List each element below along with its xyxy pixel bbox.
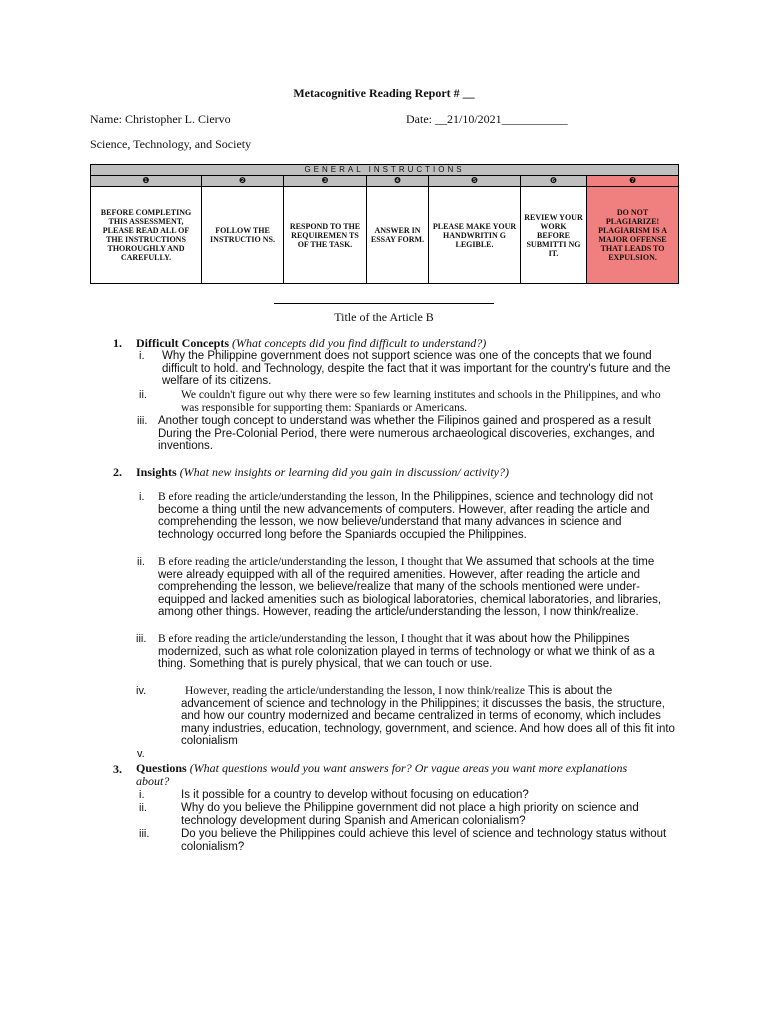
item-roman: i. (139, 789, 145, 801)
instruction-number: ❶ (91, 176, 202, 187)
item-roman: ii. (139, 389, 147, 401)
item-roman: iii. (137, 415, 148, 427)
instruction-number: ❸ (284, 176, 367, 187)
item-roman: i. (139, 491, 145, 503)
item-text: Do you believe the Philippines could achieve this level of science and technology status without colonialism? (181, 828, 667, 853)
instruction-cell-warning: DO NOT PLAGIARIZE! PLAGIARISM IS A MAJOR OFFENSE THAT LEADS TO EXPULSION. (587, 187, 679, 284)
item-roman: i. (139, 350, 145, 362)
instruction-number: ❻ (521, 176, 587, 187)
instruction-cell: RESPOND TO THE REQUIREMEN TS OF THE TASK. (284, 187, 367, 284)
item-lead: B efore reading the article/understanding the lesson, I thought that (158, 556, 463, 568)
report-title: Metacognitive Reading Report # __ (293, 86, 475, 100)
instruction-cell: BEFORE COMPLETING THIS ASSESSMENT, PLEASE READ ALL OF THE INSTRUCTIONS THOROUGHLY AND CAREFULLY. (91, 187, 202, 284)
item-text: This is about the advancement of science and technology in the Philippines; it discusses the basis, the structure, and how our country modernized and became centralized in terms of economy, which includes many industries, education, technology, government, and science. And how does all of this fit into colonialism (181, 685, 675, 747)
item-text: Is it possible for a country to develop without focusing on education? (181, 789, 529, 801)
item-paragraph (181, 685, 681, 748)
item-roman: iii. (136, 633, 147, 645)
item-roman: ii. (137, 556, 145, 568)
item-paragraph (158, 633, 678, 671)
instruction-cell: FOLLOW THE INSTRUCTIO NS. (202, 187, 284, 284)
item-text: Why do you believe the Philippine government did not place a high priority on science and technology development during Spanish and American colonialism? (181, 802, 639, 827)
section-number: 1. (113, 336, 122, 350)
section-prompt: (What new insights or learning did you gain in discussion/ activity?) (179, 465, 509, 479)
item-text: We assumed that schools at the time were already equipped with all of the required amenities. However, after reading the article and comprehending the lesson, we believe/realize that many of the schools mentioned were under-equipped and lacked amenities such as biological laboratories, chemical laboratories, and libraries, among other things. However, reading the article/understanding the lesson, I now think/realize. (158, 556, 662, 618)
section-heading (136, 762, 656, 787)
item-roman: ii. (139, 802, 147, 814)
section-heading (136, 465, 509, 480)
item-lead: B efore reading the article/understanding the lesson, I thought that (158, 633, 463, 645)
section-number: 3. (113, 762, 122, 776)
section-title: Difficult Concepts (136, 336, 229, 350)
report-date: Date: __21/10/2021___________ (406, 112, 568, 126)
article-title: Title of the Article B (334, 310, 434, 324)
item-text: Another tough concept to understand was whether the Filipinos gained and prospered as a result During the Pre-Colonial Period, there were numerous archaeological discoveries, exchanges, and inventions. (158, 415, 655, 452)
subject-name: Science, Technology, and Society (90, 137, 252, 151)
article-title-underline (274, 303, 494, 304)
item-text: Why the Philippine government does not support science was one of the concepts that we found difficult to hold. and Technology, despite the fact that it was important for the country's future and the welfare of its citizens. (162, 350, 671, 387)
general-instructions-table (90, 164, 679, 284)
item-roman: iii. (139, 828, 150, 840)
item-lead: However, reading the article/understanding the lesson, I now think/realize (185, 685, 525, 697)
instruction-number: ❺ (429, 176, 521, 187)
section-title: Insights (136, 465, 177, 479)
section-title: Questions (136, 761, 187, 775)
item-paragraph (158, 491, 678, 541)
instruction-number: ❼ (587, 176, 679, 187)
item-text: We couldn't figure out why there were so few learning institutes and schools in the Philippines, and who was responsible for supporting them: Spaniards or Americans. (181, 389, 661, 414)
instructions-heading: GENERAL INSTRUCTIONS (91, 165, 679, 176)
item-roman: iv. (136, 685, 147, 697)
item-lead: B efore reading the article/understanding the lesson, (158, 491, 398, 503)
instruction-cell: REVIEW YOUR WORK BEFORE SUBMITTI NG IT. (521, 187, 587, 284)
instruction-cell: ANSWER IN ESSAY FORM. (367, 187, 429, 284)
item-roman: v. (137, 748, 145, 760)
section-heading (136, 336, 486, 351)
section-prompt: (What questions would you want answers for? Or vague areas you want more explanations about? (136, 761, 628, 788)
instruction-cell: PLEASE MAKE YOUR HANDWRITIN G LEGIBLE. (429, 187, 521, 284)
section-number: 2. (113, 465, 122, 479)
instruction-number: ❷ (202, 176, 284, 187)
section-prompt: (What concepts did you find difficult to understand?) (232, 336, 487, 350)
instruction-number: ❹ (367, 176, 429, 187)
student-name: Name: Christopher L. Ciervo (90, 112, 231, 126)
item-text: In the Philippines, science and technology did not become a thing until the new advancements of computers. However, after reading the article and comprehending the lesson, we now believe/understand that many advances in science and technology occurred long before the Spaniards occupied the Philippines. (158, 491, 653, 541)
item-text: it was about how the Philippines modernized, such as what role colonization played in terms of technology or what we think of as a thing. Something that is purely physical, that we can touch or use. (158, 633, 655, 670)
item-paragraph (158, 556, 678, 619)
